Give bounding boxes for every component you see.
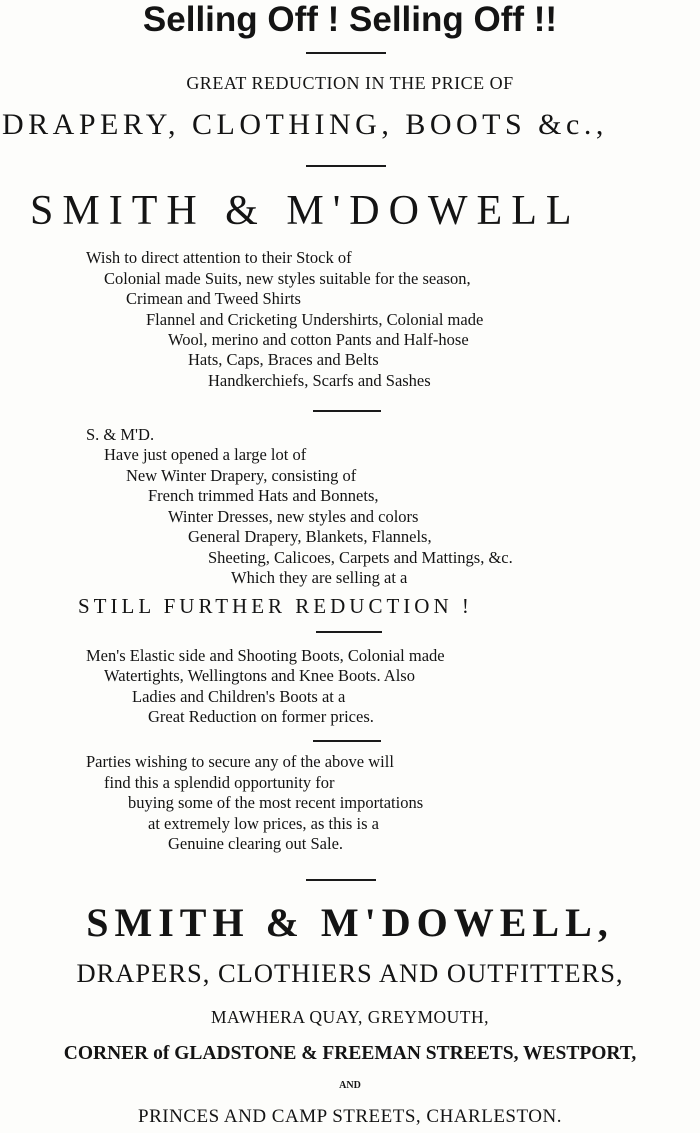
divider [313, 740, 381, 742]
sale-line: Genuine clearing out Sale. [168, 834, 344, 853]
divider [316, 631, 382, 633]
address-charleston: PRINCES AND CAMP STREETS, CHARLESTON. [138, 1106, 562, 1127]
address-westport: CORNER of GLADSTONE & FREEMAN STREETS, WESTPORT, [63, 1043, 637, 1064]
further-reduction-headline: STILL FURTHER REDUCTION ! [78, 594, 473, 618]
divider [306, 879, 376, 881]
firm-name-header: SMITH & M'DOWELL [30, 188, 581, 234]
boots-line: Great Reduction on former prices. [148, 707, 374, 726]
address-greymouth: MAWHERA QUAY, GREYMOUTH, [211, 1007, 489, 1027]
selling-off-headline: Selling Off ! Selling Off !! [142, 0, 558, 39]
stock-line: Wool, merino and cotton Pants and Half-hose [168, 330, 469, 349]
goods-line: DRAPERY, CLOTHING, BOOTS &c., [2, 108, 608, 141]
reduction-line: GREAT REDUCTION IN THE PRICE OF [186, 73, 514, 93]
sale-line: Parties wishing to secure any of the above will [86, 752, 394, 771]
boots-line: Watertights, Wellingtons and Knee Boots. Also [104, 666, 415, 685]
sale-line: at extremely low prices, as this is a [148, 814, 379, 833]
stock-line: Handkerchiefs, Scarfs and Sashes [208, 371, 431, 390]
firm-name-footer: SMITH & M'DOWELL, [86, 900, 614, 945]
divider [306, 165, 386, 167]
boots-line: Ladies and Children's Boots at a [132, 687, 346, 706]
stock-line: Crimean and Tweed Shirts [126, 289, 301, 308]
stock-line: Hats, Caps, Braces and Belts [188, 350, 379, 369]
drapery-line: General Drapery, Blankets, Flannels, [188, 527, 432, 546]
drapery-line: New Winter Drapery, consisting of [126, 466, 357, 485]
divider [313, 410, 381, 412]
drapery-line: French trimmed Hats and Bonnets, [148, 486, 379, 505]
drapery-line: Which they are selling at a [231, 568, 408, 587]
drapery-line: S. & M'D. [86, 425, 155, 444]
drapery-line: Sheeting, Calicoes, Carpets and Mattings, &c. [208, 548, 513, 567]
sale-line: buying some of the most recent importations [128, 793, 424, 812]
and-line: AND [339, 1080, 361, 1091]
stock-line: Flannel and Cricketing Undershirts, Colonial made [146, 310, 484, 329]
stock-line: Colonial made Suits, new styles suitable for the season, [104, 269, 471, 288]
sale-line: find this a splendid opportunity for [104, 773, 335, 792]
divider [306, 52, 386, 54]
drapery-line: Have just opened a large lot of [104, 445, 307, 464]
drapery-line: Winter Dresses, new styles and colors [168, 507, 419, 526]
boots-line: Men's Elastic side and Shooting Boots, Colonial made [86, 646, 445, 665]
trades-line: DRAPERS, CLOTHIERS AND OUTFITTERS, [76, 958, 624, 988]
stock-line: Wish to direct attention to their Stock of [86, 248, 352, 267]
